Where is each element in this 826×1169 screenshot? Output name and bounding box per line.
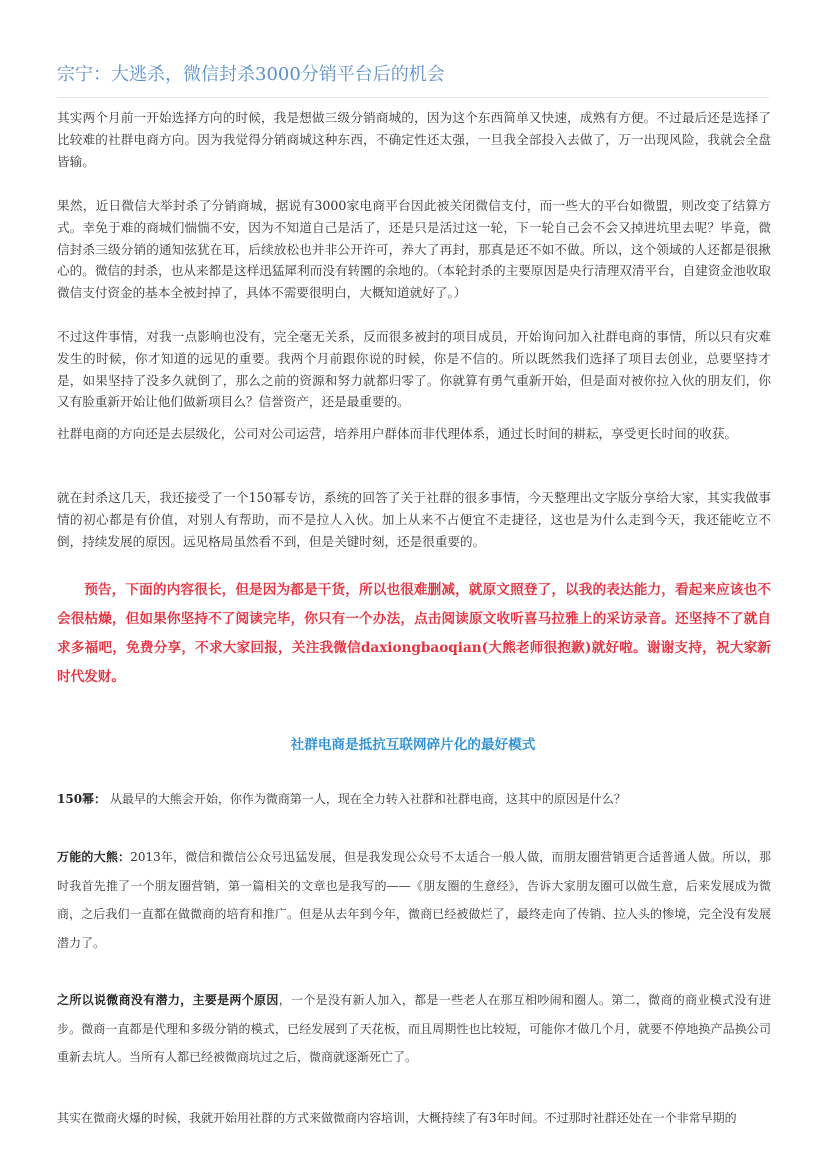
paragraph-4: 社群电商的方向还是去层级化，公司对公司运营，培养用户群体而非代理体系，通过长时间的耕耘，享受更长时间的收获。 xyxy=(57,426,738,441)
qa-item xyxy=(57,843,771,957)
article-title: 宗宁：大逃杀，微信封杀3000分销平台后的机会 xyxy=(57,64,445,85)
qa-text: 其实在微商火爆的时候，我就开始用社群的方式来做微商内容培训，大概持续了有3年时间。不过那时社群还处在一个非常早期的 xyxy=(57,1111,737,1125)
paragraph-2: 果然，近日微信大举封杀了分销商城，据说有3000家电商平台因此被关闭微信支付，而一些大的平台如微盟，则改变了结算方式。幸免于难的商城们惴惴不安，因为不知道自己是活了，还是只是活过这一轮，下一轮自己会不会又掉进坑里去呢？毕竟，微信封杀三级分销的通知弦犹在耳，后续放松也并非公开许可，养大了再封，那真是还不如不做。所以，这个领域的人还都是很揪心的。微信的封杀，也从来都是这样迅猛犀利而没有转圜的余地的。（本轮封杀的主要原因是央行清理双清平台，自建资金池收取微信支付资金的基本全被封掉了，具体不需要很明白，大概知道就好了。） xyxy=(57,198,771,301)
section-heading: 社群电商是抵抗互联网碎片化的最好模式 xyxy=(290,737,536,753)
notice-paragraph: 预告，下面的内容很长，但是因为都是干货，所以也很难删减，就原文照登了，以我的表达能力，看起来应该也不会很枯燥，但如果你坚持不了阅读完毕，你只有一个办法，点击阅读原文收听喜马拉雅上的采访录音。还坚持不了就自求多福吧，免费分享，不求大家回报，关注我微信daxiongbaoqian(大熊老师很抱歉)就好啦。谢谢支持，祝大家新时代发财。 xyxy=(57,582,771,685)
paragraph-3: 不过这件事情，对我一点影响也没有，完全毫无关系，反而很多被封的项目成员，开始询问加入社群电商的事情，所以只有灾难发生的时候，你才知道的远见的重要。我两个月前跟你说的时候，你是不信的。所以既然我们选择了项目去创业，总要坚持才是，如果坚持了没多久就倒了，那么之前的资源和努力就都归零了。你就算有勇气重新开始，但是面对被你拉入伙的朋友们，你又有脸重新开始让他们做新项目么？信誉资产，还是最重要的。 xyxy=(57,329,771,410)
qa-item xyxy=(57,785,771,814)
title-divider xyxy=(57,97,769,98)
qa-item xyxy=(57,986,771,1072)
qa-emphasis: 之所以说微商没有潜力，主要是两个原因 xyxy=(57,993,279,1007)
qa-text: 从最早的大熊会开始，你作为微商第一人，现在全力转入社群和社群电商，这其中的原因是什么？ xyxy=(106,792,626,806)
qa-text: ，一个是没有新人加入，都是一些老人在那互相吵闹和圈人。第二，微商的商业模式没有进步。微商一直都是代理和多级分销的模式，已经发展到了天花板，而且周期性也比较短，可能你才做几个月，就要不停地换产品换公司重新去坑人。当所有人都已经被微商坑过之后，微商就逐渐死亡了。 xyxy=(57,993,771,1064)
qa-text: 2013年，微信和微信公众号迅猛发展，但是我发现公众号不太适合一般人做，而朋友圈营销更合适普通人做。所以，那时我首先推了一个朋友圈营销，第一篇相关的文章也是我写的——《朋友圈的生意经》，告诉大家朋友圈可以做生意，后来发展成为微商，之后我们一直都在做微商的培育和推广。但是从去年到今年，微商已经被做烂了，最终走向了传销、拉人头的惨境，完全没有发展潜力了。 xyxy=(57,850,771,950)
qa-item xyxy=(57,1104,771,1133)
qa-speaker: 万能的大熊： xyxy=(57,850,131,864)
paragraph-5: 就在封杀这几天，我还接受了一个150幂专访，系统的回答了关于社群的很多事情，今天整理出文字版分享给大家，其实我做事情的初心都是有价值，对别人有帮助，而不是拉人入伙。加上从来不占便宜不走捷径，这也是为什么走到今天，我还能屹立不倒，持续发展的原因。远见格局虽然看不到，但是关键时刻，还是很重要的。 xyxy=(57,490,771,549)
qa-speaker: 150幂： xyxy=(57,792,107,806)
paragraph-1: 其实两个月前一开始选择方向的时候，我是想做三级分销商城的，因为这个东西简单又快速，成熟有方便。不过最后还是选择了比较难的社群电商方向。因为我觉得分销商城这种东西，不确定性还太强，一旦我全部投入去做了，万一出现风险，我就会全盘皆输。 xyxy=(57,110,771,169)
